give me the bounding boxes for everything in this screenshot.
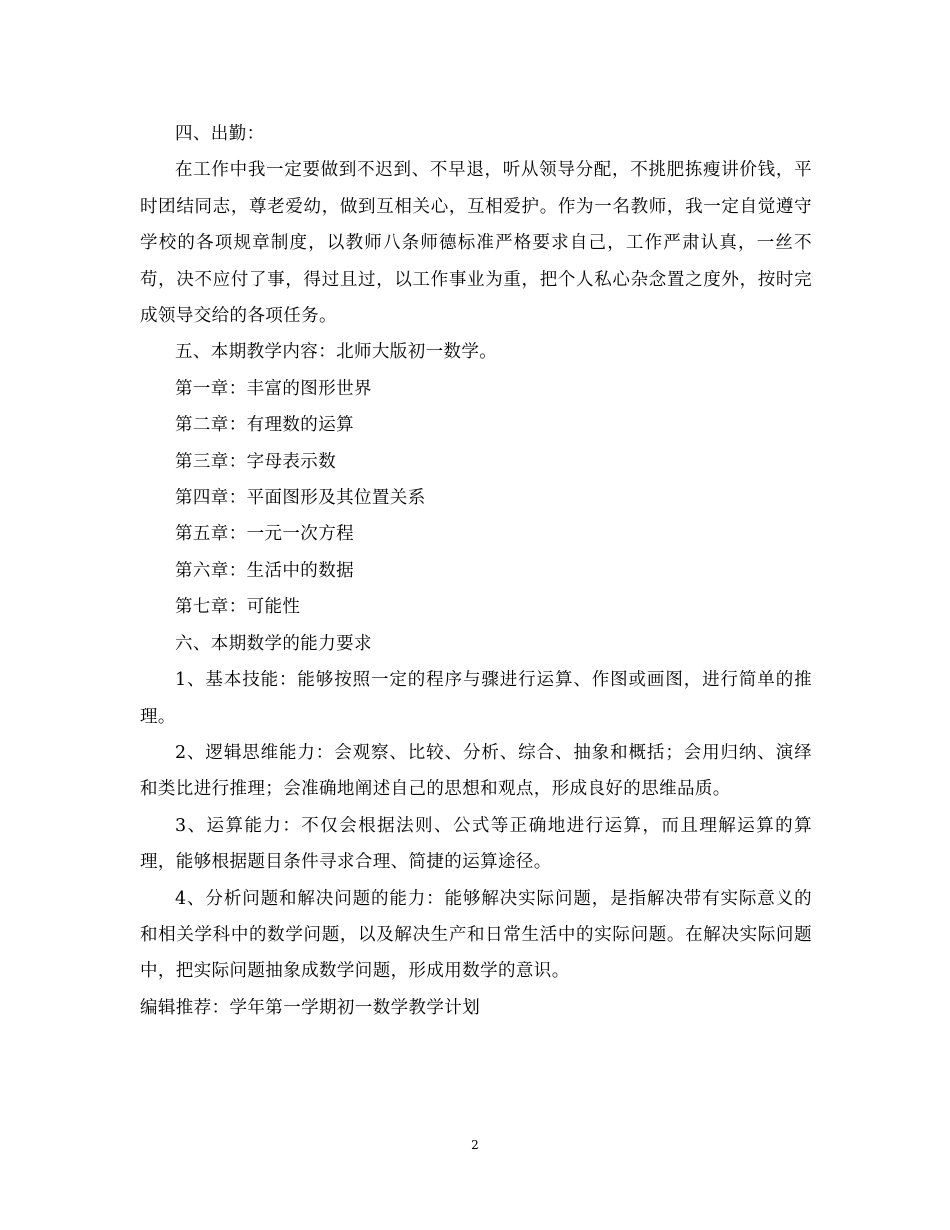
page-number: 2 (471, 1138, 479, 1152)
chapter-item: 第六章：生活中的数据 (175, 560, 354, 581)
chapter-item: 第七章：可能性 (175, 597, 301, 618)
editor-recommendation: 编辑推荐：学年第一学期初一数学教学计划 (140, 997, 481, 1018)
section-heading-ability-requirements: 六、本期数学的能力要求 (175, 633, 372, 654)
ability-item-logical-thinking: 2、逻辑思维能力：会观察、比较、分析、综合、抽象和概括；会用归纳、演绎和类比进行推理；会准确地阐述自己的思想和观点，形成良好的思维品质。 (140, 742, 812, 800)
chapter-item: 第五章：一元一次方程 (175, 524, 354, 545)
document-body (140, 116, 812, 1026)
section-heading-attendance: 四、出勤： (175, 124, 265, 144)
ability-item-computation: 3、运算能力：不仅会根据法则、公式等正确地进行运算，而且理解运算的算理，能够根据题目条件寻求合理、简捷的运算途径。 (140, 815, 812, 873)
ability-item-basic-skills: 1、基本技能：能够按照一定的程序与骤进行运算、作图或画图，进行简单的推理。 (140, 670, 812, 727)
section-heading-teaching-content: 五、本期教学内容：北师大版初一数学。 (175, 342, 498, 363)
chapter-item: 第一章：丰富的图形世界 (175, 378, 372, 399)
attendance-paragraph: 在工作中我一定要做到不迟到、不早退，听从领导分配，不挑肥拣瘦讲价钱，平时团结同志，尊老爱幼，做到互相关心，互相爱护。作为一名教师，我一定自觉遵守学校的各项规章制度，以教师八条师德标准严格要求自己，工作严肃认真，一丝不苟，决不应付了事，得过且过，以工作事业为重，把个人私心杂念置之度外，按时完成领导交给的各项任务。 (140, 160, 812, 327)
ability-item-problem-solving: 4、分析问题和解决问题的能力：能够解决实际问题，是指解决带有实际意义的和相关学科中的数学问题，以及解决生产和日常生活中的实际问题。在解决实际问题中，把实际问题抽象成数学问题，形成用数学的意识。 (140, 888, 812, 982)
chapter-item: 第三章：字母表示数 (175, 451, 337, 472)
chapter-item: 第四章：平面图形及其位置关系 (175, 488, 426, 509)
chapter-item: 第二章：有理数的运算 (175, 415, 354, 436)
